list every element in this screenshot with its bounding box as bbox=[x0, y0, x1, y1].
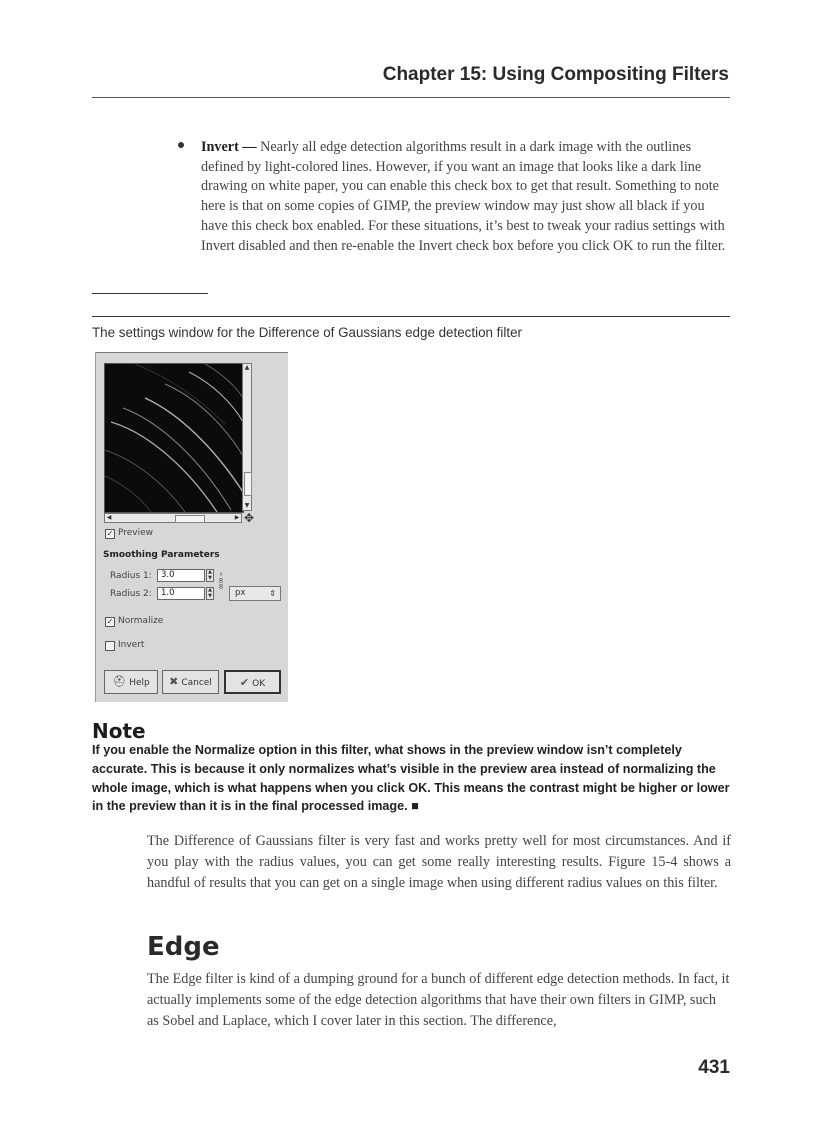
preview-area[interactable] bbox=[104, 363, 244, 513]
cancel-button-label: Cancel bbox=[181, 678, 212, 688]
bullet-description: Nearly all edge detection algorithms result in a dark image with the outlines defined by light-colored lines. However, if you want an image that looks like a dark line drawing on white paper, you can enable this check box to get that result. Something to note here is that on some copies of GIMP, the preview window may just show all black if you have this check box enabled. For these situations, it’s best to tweak your radius settings with Invert disabled and then re-enable the Invert check box before you click OK to run the filter. bbox=[201, 139, 726, 254]
unit-select[interactable] bbox=[229, 586, 281, 601]
radius1-spin-icon[interactable]: ▲ ▼ bbox=[206, 569, 214, 582]
bullet-item-invert bbox=[201, 138, 731, 256]
short-divider bbox=[92, 293, 208, 294]
navigate-icon[interactable]: ✥ bbox=[243, 511, 255, 525]
normalize-label: Normalize bbox=[118, 616, 164, 626]
figure-caption: The settings window for the Difference of Gaussians edge detection filter bbox=[92, 325, 522, 340]
ok-icon: ✔ bbox=[239, 676, 250, 689]
scroll-up-icon[interactable]: ▲ bbox=[244, 364, 250, 371]
radius2-input[interactable]: 1.0 bbox=[157, 587, 205, 600]
ok-button[interactable] bbox=[224, 670, 281, 694]
smoothing-parameters-heading: Smoothing Parameters bbox=[103, 550, 220, 560]
cancel-button[interactable] bbox=[162, 670, 219, 694]
figure-rule bbox=[92, 316, 730, 317]
running-head: Chapter 15: Using Compositing Filters bbox=[382, 64, 729, 85]
radius1-input[interactable]: 3.0 bbox=[157, 569, 205, 582]
preview-edge-lines bbox=[105, 364, 243, 512]
note-title: Note bbox=[92, 719, 146, 743]
help-icon: ⛑ bbox=[112, 675, 127, 688]
preview-label: Preview bbox=[118, 528, 154, 538]
scroll-down-icon[interactable]: ▼ bbox=[244, 502, 250, 509]
chain-link-icon[interactable]: ᵍ 8 8 bbox=[218, 571, 224, 591]
help-button[interactable] bbox=[104, 670, 158, 694]
unit-value: px bbox=[235, 588, 246, 598]
scroll-right-icon[interactable]: ▶ bbox=[234, 514, 240, 521]
help-button-label: Help bbox=[129, 678, 150, 688]
invert-label: Invert bbox=[118, 640, 145, 650]
paragraph-edge-intro: The Edge filter is kind of a dumping ground for a bunch of different edge detection methods. In fact, it actually implements some of the edge detection algorithms that have their own filters in GIMP, such as Sobel and Laplace, which I cover later in this section. The difference, bbox=[147, 971, 730, 1029]
preview-checkbox[interactable]: ✓ bbox=[106, 529, 114, 538]
paragraph-dog-summary: The Difference of Gaussians filter is very fast and works pretty well for most circumstances. And if you play with the radius values, you can get some really interesting results. Figure 15-4 shows a handful of results that you can get on a single image when using different radius values on this filter. bbox=[147, 833, 731, 891]
bullet-term: Invert — bbox=[201, 139, 257, 155]
normalize-checkbox[interactable]: ✓ bbox=[106, 617, 114, 626]
note-body: If you enable the Normalize option in this filter, what shows in the preview window isn’t completely accurate. This is because it only normalizes what’s visible in the preview area instead of normalizing the whole image, which is what happens when you click OK. This means the contrast might be higher or lower in the preview than it is in the final processed image. ■ bbox=[92, 743, 730, 814]
preview-horizontal-scrollbar[interactable] bbox=[104, 513, 242, 523]
header-rule bbox=[92, 97, 730, 98]
radius1-label: Radius 1: bbox=[110, 571, 152, 581]
section-heading-edge: Edge bbox=[147, 932, 220, 962]
radius2-label: Radius 2: bbox=[110, 589, 152, 599]
page-number: 431 bbox=[698, 1057, 730, 1078]
cancel-icon: ✖ bbox=[169, 675, 179, 688]
preview-vertical-scrollbar[interactable] bbox=[242, 363, 252, 511]
bullet-icon bbox=[178, 142, 184, 148]
invert-checkbox[interactable] bbox=[105, 641, 115, 651]
horizontal-scroll-thumb[interactable] bbox=[175, 515, 205, 523]
dog-settings-dialog bbox=[95, 352, 288, 702]
vertical-scroll-thumb[interactable] bbox=[244, 472, 252, 496]
radius2-spin-icon[interactable]: ▲ ▼ bbox=[206, 587, 214, 600]
ok-button-label: OK bbox=[252, 679, 266, 689]
select-arrows-icon: ⇕ bbox=[269, 589, 276, 598]
scroll-left-icon[interactable]: ◀ bbox=[106, 514, 112, 521]
